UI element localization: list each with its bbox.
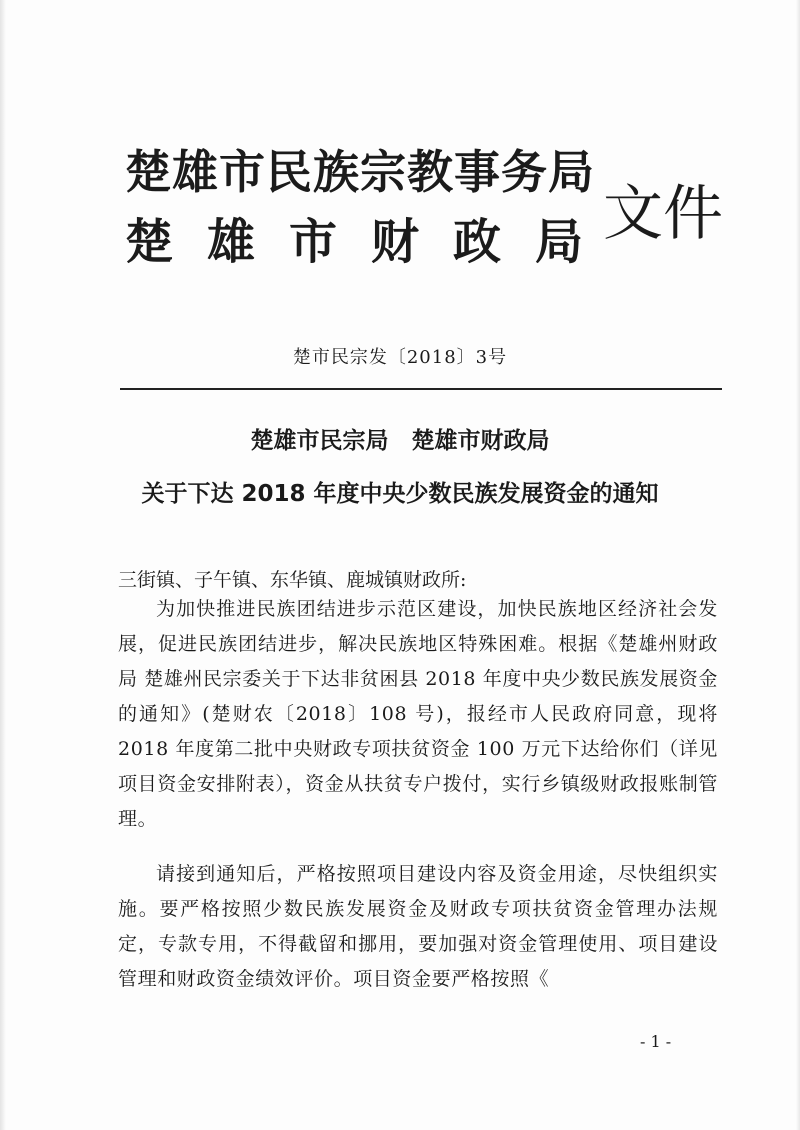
document-type-label: 文件 — [603, 179, 723, 249]
issuer-line-1: 楚雄市民族宗教事务局 — [125, 145, 595, 199]
document-number: 楚市民宗发〔2018〕3号 — [292, 347, 508, 368]
body-paragraph-1: 为加快推进民族团结进步示范区建设，加快民族地区经济社会发展，促进民族团结进步，解决民族地区特殊困难。根据《楚雄州财政局 楚雄州民宗委关于下达非贫困县 2018 年度中央少数民族发展资金的通知》(楚财农〔2018〕108 号)，报经市人民政府同意，现将 2018 年度第二批中央财政专项扶贫资金 100 万元下达给你们（详见项目资金安排附表），资金从扶贫专户拨付，实行乡镇级财政报账制管理。 — [118, 598, 718, 830]
body-paragraph-2: 请接到通知后，严格按照项目建设内容及资金用途，尽快组织实施。要严格按照少数民族发展资金及财政专项扶贫资金管理办法规定，专款专用，不得截留和挪用，要加强对资金管理使用、项目建设管理和财政资金绩效评价。项目资金要严格按照《 — [118, 863, 718, 990]
page-number: - 1 - — [640, 1032, 672, 1051]
scan-edge-right — [796, 0, 800, 1130]
scan-edge-left — [0, 0, 6, 1130]
issuer-line-2: 楚雄市财政局 — [125, 214, 618, 270]
title-line-2: 关于下达 2018 年度中央少数民族发展资金的通知 — [141, 481, 659, 507]
header-divider — [120, 388, 722, 390]
title-line-1: 楚雄市民宗局 楚雄市财政局 — [250, 428, 550, 454]
salutation: 三街镇、子午镇、东华镇、鹿城镇财政所: — [118, 569, 467, 591]
